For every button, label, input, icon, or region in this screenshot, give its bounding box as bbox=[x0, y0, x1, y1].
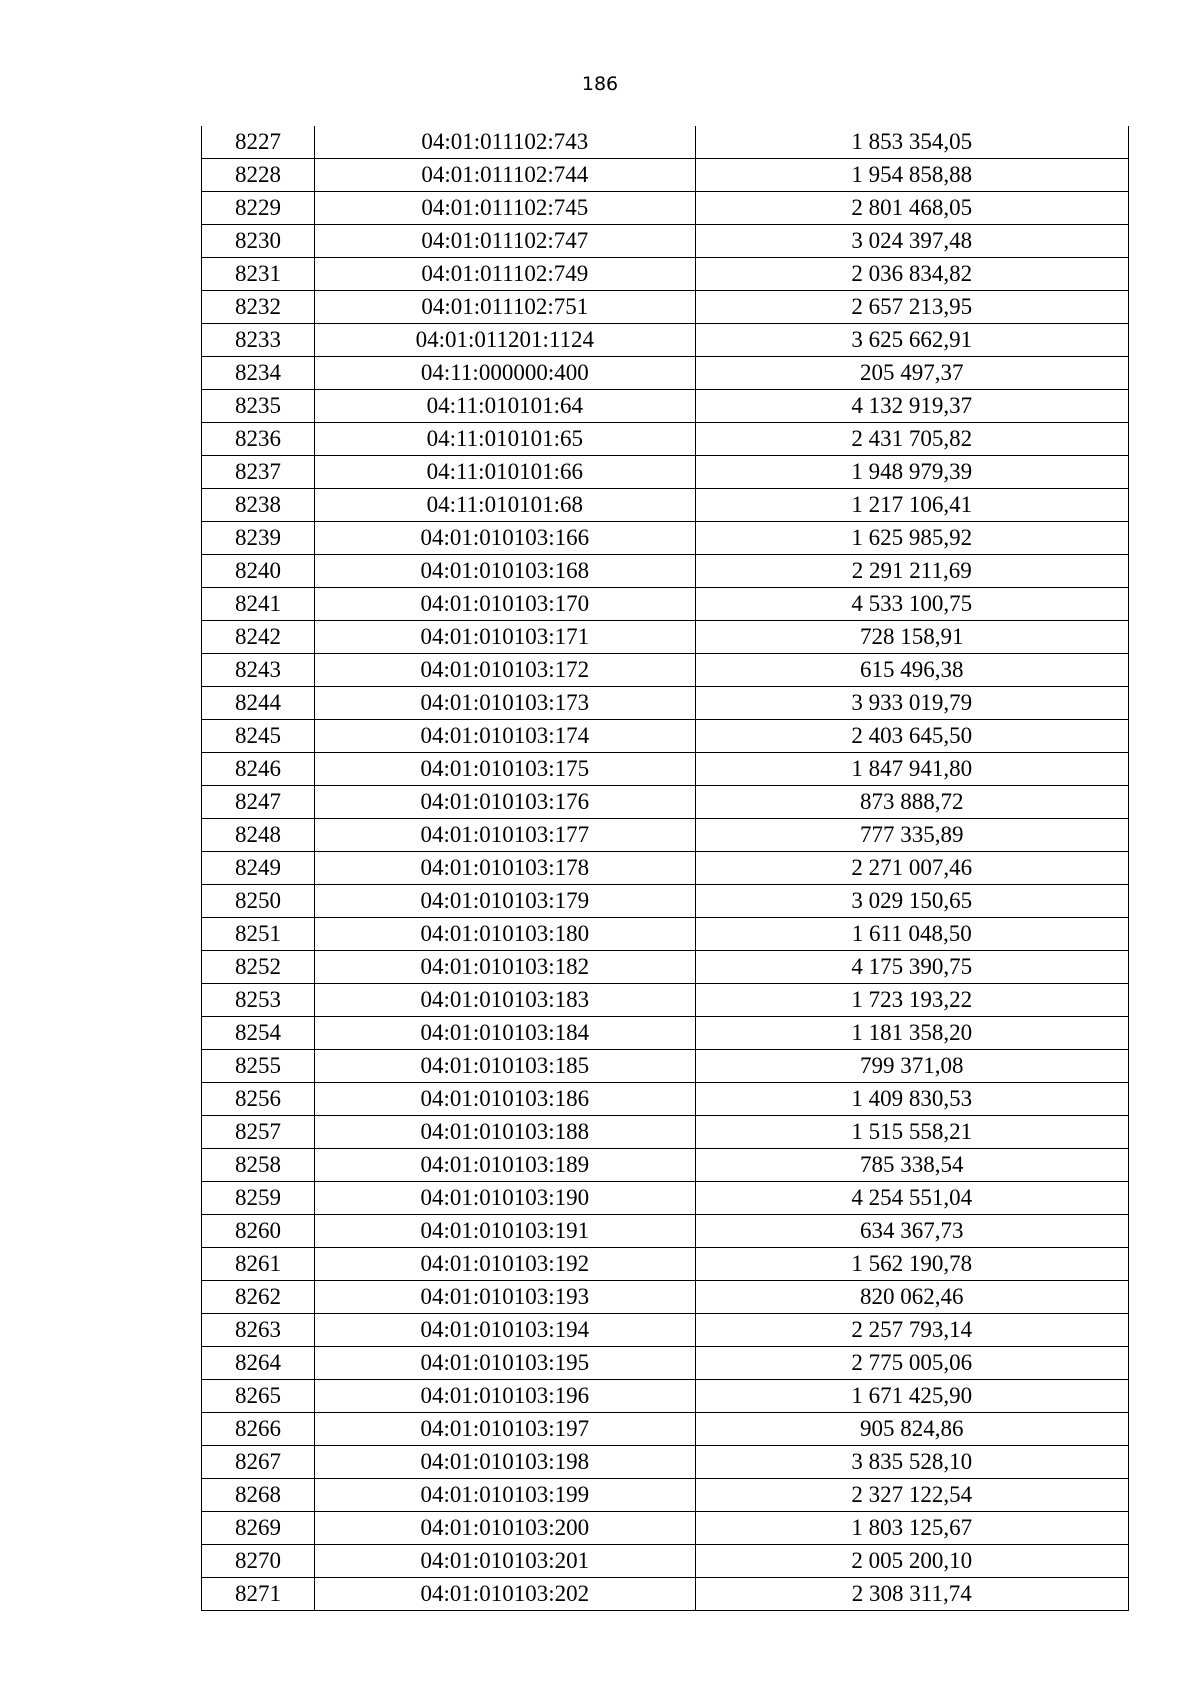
row-number-cell: 8253 bbox=[202, 984, 315, 1017]
table-row bbox=[202, 1281, 1129, 1314]
table-row bbox=[202, 192, 1129, 225]
table-row bbox=[202, 819, 1129, 852]
cadastral-number-cell: 04:01:010103:201 bbox=[315, 1545, 695, 1578]
cadastral-number-cell: 04:01:010103:178 bbox=[315, 852, 695, 885]
value-cell: 2 327 122,54 bbox=[695, 1479, 1128, 1512]
value-cell: 3 625 662,91 bbox=[695, 324, 1128, 357]
table-row bbox=[202, 918, 1129, 951]
value-cell: 1 803 125,67 bbox=[695, 1512, 1128, 1545]
cadastral-number-cell: 04:01:010103:182 bbox=[315, 951, 695, 984]
row-number-cell: 8248 bbox=[202, 819, 315, 852]
value-cell: 2 431 705,82 bbox=[695, 423, 1128, 456]
row-number-cell: 8258 bbox=[202, 1149, 315, 1182]
value-cell: 2 271 007,46 bbox=[695, 852, 1128, 885]
cadastral-number-cell: 04:01:010103:185 bbox=[315, 1050, 695, 1083]
row-number-cell: 8265 bbox=[202, 1380, 315, 1413]
row-number-cell: 8249 bbox=[202, 852, 315, 885]
cadastral-number-cell: 04:01:010103:189 bbox=[315, 1149, 695, 1182]
table-row bbox=[202, 621, 1129, 654]
value-cell: 1 723 193,22 bbox=[695, 984, 1128, 1017]
cadastral-number-cell: 04:11:010101:68 bbox=[315, 489, 695, 522]
row-number-cell: 8256 bbox=[202, 1083, 315, 1116]
value-cell: 2 005 200,10 bbox=[695, 1545, 1128, 1578]
table-row bbox=[202, 1083, 1129, 1116]
table-row bbox=[202, 1050, 1129, 1083]
row-number-cell: 8243 bbox=[202, 654, 315, 687]
value-cell: 4 254 551,04 bbox=[695, 1182, 1128, 1215]
value-cell: 1 515 558,21 bbox=[695, 1116, 1128, 1149]
row-number-cell: 8267 bbox=[202, 1446, 315, 1479]
value-cell: 615 496,38 bbox=[695, 654, 1128, 687]
table-row bbox=[202, 654, 1129, 687]
table-row bbox=[202, 1314, 1129, 1347]
table-row bbox=[202, 951, 1129, 984]
cadastral-number-cell: 04:01:010103:186 bbox=[315, 1083, 695, 1116]
table-row bbox=[202, 291, 1129, 324]
value-cell: 3 024 397,48 bbox=[695, 225, 1128, 258]
cadastral-number-cell: 04:01:011201:1124 bbox=[315, 324, 695, 357]
cadastral-number-cell: 04:01:010103:188 bbox=[315, 1116, 695, 1149]
row-number-cell: 8254 bbox=[202, 1017, 315, 1050]
value-cell: 205 497,37 bbox=[695, 357, 1128, 390]
table-row bbox=[202, 1413, 1129, 1446]
cadastral-number-cell: 04:01:010103:168 bbox=[315, 555, 695, 588]
row-number-cell: 8234 bbox=[202, 357, 315, 390]
value-cell: 2 308 311,74 bbox=[695, 1578, 1128, 1611]
cadastral-number-cell: 04:01:010103:170 bbox=[315, 588, 695, 621]
cadastral-number-cell: 04:01:010103:190 bbox=[315, 1182, 695, 1215]
cadastral-number-cell: 04:01:010103:193 bbox=[315, 1281, 695, 1314]
cadastral-number-cell: 04:01:010103:202 bbox=[315, 1578, 695, 1611]
value-cell: 1 562 190,78 bbox=[695, 1248, 1128, 1281]
data-table bbox=[201, 126, 1129, 1611]
row-number-cell: 8252 bbox=[202, 951, 315, 984]
table-row bbox=[202, 1446, 1129, 1479]
cadastral-number-cell: 04:01:010103:196 bbox=[315, 1380, 695, 1413]
row-number-cell: 8264 bbox=[202, 1347, 315, 1380]
value-cell: 3 029 150,65 bbox=[695, 885, 1128, 918]
table-row bbox=[202, 456, 1129, 489]
value-cell: 2 657 213,95 bbox=[695, 291, 1128, 324]
value-cell: 1 954 858,88 bbox=[695, 159, 1128, 192]
row-number-cell: 8244 bbox=[202, 687, 315, 720]
value-cell: 634 367,73 bbox=[695, 1215, 1128, 1248]
value-cell: 1 409 830,53 bbox=[695, 1083, 1128, 1116]
cadastral-number-cell: 04:11:010101:65 bbox=[315, 423, 695, 456]
row-number-cell: 8229 bbox=[202, 192, 315, 225]
table-row bbox=[202, 1182, 1129, 1215]
value-cell: 1 625 985,92 bbox=[695, 522, 1128, 555]
value-cell: 777 335,89 bbox=[695, 819, 1128, 852]
cadastral-number-cell: 04:11:010101:66 bbox=[315, 456, 695, 489]
value-cell: 3 933 019,79 bbox=[695, 687, 1128, 720]
table-row bbox=[202, 423, 1129, 456]
cadastral-number-cell: 04:01:010103:177 bbox=[315, 819, 695, 852]
value-cell: 785 338,54 bbox=[695, 1149, 1128, 1182]
value-cell: 820 062,46 bbox=[695, 1281, 1128, 1314]
value-cell: 1 948 979,39 bbox=[695, 456, 1128, 489]
cadastral-number-cell: 04:01:010103:199 bbox=[315, 1479, 695, 1512]
value-cell: 4 132 919,37 bbox=[695, 390, 1128, 423]
table-row bbox=[202, 1248, 1129, 1281]
cadastral-number-cell: 04:01:010103:175 bbox=[315, 753, 695, 786]
cadastral-number-cell: 04:11:000000:400 bbox=[315, 357, 695, 390]
cadastral-number-cell: 04:01:010103:192 bbox=[315, 1248, 695, 1281]
cadastral-number-cell: 04:01:010103:191 bbox=[315, 1215, 695, 1248]
table-body bbox=[202, 126, 1129, 1611]
value-cell: 2 036 834,82 bbox=[695, 258, 1128, 291]
row-number-cell: 8241 bbox=[202, 588, 315, 621]
table-row bbox=[202, 1545, 1129, 1578]
table-row bbox=[202, 225, 1129, 258]
table-row bbox=[202, 159, 1129, 192]
value-cell: 1 671 425,90 bbox=[695, 1380, 1128, 1413]
cadastral-number-cell: 04:01:010103:197 bbox=[315, 1413, 695, 1446]
value-cell: 728 158,91 bbox=[695, 621, 1128, 654]
value-cell: 1 611 048,50 bbox=[695, 918, 1128, 951]
cadastral-number-cell: 04:01:011102:743 bbox=[315, 126, 695, 159]
row-number-cell: 8239 bbox=[202, 522, 315, 555]
row-number-cell: 8245 bbox=[202, 720, 315, 753]
row-number-cell: 8237 bbox=[202, 456, 315, 489]
value-cell: 799 371,08 bbox=[695, 1050, 1128, 1083]
value-cell: 4 175 390,75 bbox=[695, 951, 1128, 984]
table-row bbox=[202, 1479, 1129, 1512]
row-number-cell: 8263 bbox=[202, 1314, 315, 1347]
cadastral-number-cell: 04:01:010103:184 bbox=[315, 1017, 695, 1050]
row-number-cell: 8230 bbox=[202, 225, 315, 258]
table-row bbox=[202, 1149, 1129, 1182]
cadastral-number-cell: 04:01:010103:198 bbox=[315, 1446, 695, 1479]
table-row bbox=[202, 258, 1129, 291]
cadastral-number-cell: 04:01:010103:166 bbox=[315, 522, 695, 555]
value-cell: 4 533 100,75 bbox=[695, 588, 1128, 621]
table-row bbox=[202, 1215, 1129, 1248]
cadastral-number-cell: 04:01:010103:174 bbox=[315, 720, 695, 753]
value-cell: 1 847 941,80 bbox=[695, 753, 1128, 786]
cadastral-number-cell: 04:01:011102:747 bbox=[315, 225, 695, 258]
table-row bbox=[202, 1116, 1129, 1149]
cadastral-number-cell: 04:01:010103:180 bbox=[315, 918, 695, 951]
row-number-cell: 8250 bbox=[202, 885, 315, 918]
table-row bbox=[202, 885, 1129, 918]
row-number-cell: 8232 bbox=[202, 291, 315, 324]
row-number-cell: 8271 bbox=[202, 1578, 315, 1611]
value-cell: 2 257 793,14 bbox=[695, 1314, 1128, 1347]
page-number: 186 bbox=[581, 73, 619, 95]
row-number-cell: 8266 bbox=[202, 1413, 315, 1446]
table-row bbox=[202, 522, 1129, 555]
row-number-cell: 8257 bbox=[202, 1116, 315, 1149]
cadastral-number-cell: 04:01:010103:171 bbox=[315, 621, 695, 654]
row-number-cell: 8270 bbox=[202, 1545, 315, 1578]
value-cell: 3 835 528,10 bbox=[695, 1446, 1128, 1479]
table-row bbox=[202, 489, 1129, 522]
row-number-cell: 8240 bbox=[202, 555, 315, 588]
row-number-cell: 8251 bbox=[202, 918, 315, 951]
value-cell: 873 888,72 bbox=[695, 786, 1128, 819]
value-cell: 1 181 358,20 bbox=[695, 1017, 1128, 1050]
row-number-cell: 8259 bbox=[202, 1182, 315, 1215]
cadastral-number-cell: 04:01:010103:200 bbox=[315, 1512, 695, 1545]
row-number-cell: 8231 bbox=[202, 258, 315, 291]
table-row bbox=[202, 1512, 1129, 1545]
row-number-cell: 8268 bbox=[202, 1479, 315, 1512]
row-number-cell: 8227 bbox=[202, 126, 315, 159]
table-row bbox=[202, 1347, 1129, 1380]
table-row bbox=[202, 390, 1129, 423]
cadastral-number-cell: 04:11:010101:64 bbox=[315, 390, 695, 423]
row-number-cell: 8260 bbox=[202, 1215, 315, 1248]
table-row bbox=[202, 1380, 1129, 1413]
value-cell: 905 824,86 bbox=[695, 1413, 1128, 1446]
value-cell: 2 775 005,06 bbox=[695, 1347, 1128, 1380]
table-row bbox=[202, 984, 1129, 1017]
cadastral-number-cell: 04:01:011102:751 bbox=[315, 291, 695, 324]
row-number-cell: 8228 bbox=[202, 159, 315, 192]
table-row bbox=[202, 720, 1129, 753]
table-row bbox=[202, 786, 1129, 819]
value-cell: 2 403 645,50 bbox=[695, 720, 1128, 753]
value-cell: 2 801 468,05 bbox=[695, 192, 1128, 225]
row-number-cell: 8255 bbox=[202, 1050, 315, 1083]
row-number-cell: 8233 bbox=[202, 324, 315, 357]
table-row bbox=[202, 324, 1129, 357]
row-number-cell: 8261 bbox=[202, 1248, 315, 1281]
cadastral-number-cell: 04:01:010103:183 bbox=[315, 984, 695, 1017]
row-number-cell: 8262 bbox=[202, 1281, 315, 1314]
table-row bbox=[202, 357, 1129, 390]
cadastral-number-cell: 04:01:010103:179 bbox=[315, 885, 695, 918]
row-number-cell: 8269 bbox=[202, 1512, 315, 1545]
cadastral-number-cell: 04:01:010103:172 bbox=[315, 654, 695, 687]
cadastral-number-cell: 04:01:011102:744 bbox=[315, 159, 695, 192]
cadastral-number-cell: 04:01:010103:195 bbox=[315, 1347, 695, 1380]
table-row bbox=[202, 555, 1129, 588]
table-row bbox=[202, 852, 1129, 885]
row-number-cell: 8242 bbox=[202, 621, 315, 654]
table-row bbox=[202, 753, 1129, 786]
cadastral-number-cell: 04:01:011102:745 bbox=[315, 192, 695, 225]
row-number-cell: 8235 bbox=[202, 390, 315, 423]
table-row bbox=[202, 687, 1129, 720]
value-cell: 2 291 211,69 bbox=[695, 555, 1128, 588]
table-row bbox=[202, 126, 1129, 159]
value-cell: 1 217 106,41 bbox=[695, 489, 1128, 522]
cadastral-number-cell: 04:01:010103:176 bbox=[315, 786, 695, 819]
row-number-cell: 8238 bbox=[202, 489, 315, 522]
table-row bbox=[202, 588, 1129, 621]
cadastral-number-cell: 04:01:010103:173 bbox=[315, 687, 695, 720]
row-number-cell: 8236 bbox=[202, 423, 315, 456]
cadastral-number-cell: 04:01:010103:194 bbox=[315, 1314, 695, 1347]
row-number-cell: 8247 bbox=[202, 786, 315, 819]
cadastral-number-cell: 04:01:011102:749 bbox=[315, 258, 695, 291]
table-row bbox=[202, 1017, 1129, 1050]
value-cell: 1 853 354,05 bbox=[695, 126, 1128, 159]
row-number-cell: 8246 bbox=[202, 753, 315, 786]
table-row bbox=[202, 1578, 1129, 1611]
